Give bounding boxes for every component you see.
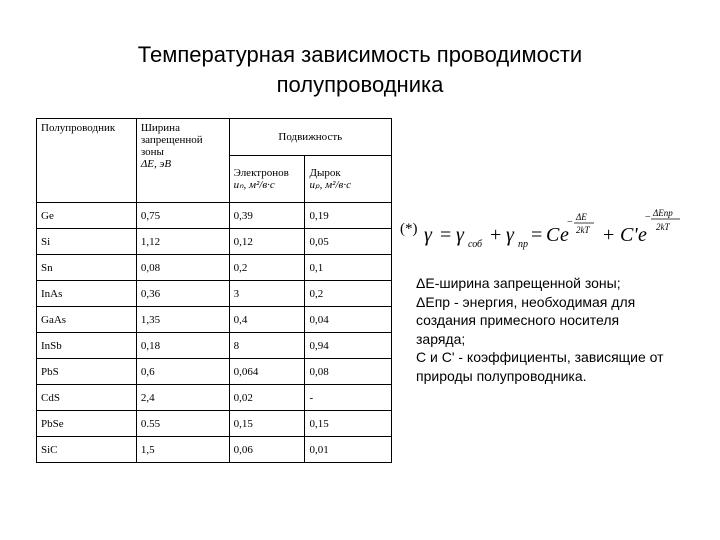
formula-equals: = — [440, 224, 452, 246]
formula-plus-2: + — [603, 224, 615, 246]
header-band-gap-line: зоны — [140, 146, 164, 158]
cell-hole-mobility: 0,2 — [305, 281, 392, 307]
formula-minus-1: − — [567, 217, 573, 228]
cell-band-gap: 0,75 — [136, 203, 229, 229]
formula-equals-2: = — [531, 224, 543, 246]
note-line: ΔE-ширина запрещенной зоны; — [416, 275, 621, 291]
formula-exp2-den: 2kT — [656, 222, 670, 232]
cell-electron-mobility: 0,4 — [229, 307, 305, 333]
header-electrons-unit: uₙ, м²/в·с — [233, 179, 275, 191]
cell-material: Ge — [37, 203, 137, 229]
formula-minus-2: − — [645, 212, 651, 223]
formula-exp1-num: ΔE — [576, 212, 587, 222]
cell-electron-mobility: 8 — [229, 333, 305, 359]
cell-electron-mobility: 3 — [229, 281, 305, 307]
formula-gamma: γ — [424, 224, 432, 246]
cell-material: InAs — [37, 281, 137, 307]
cell-hole-mobility: 0,05 — [305, 229, 392, 255]
table-row — [37, 385, 392, 411]
cell-band-gap: 0,08 — [136, 255, 229, 281]
formula-sub-imp: пр — [518, 239, 528, 250]
title-line-1: Температурная зависимость проводимости — [137, 42, 583, 67]
cell-hole-mobility: - — [305, 385, 392, 411]
formula-exp2-num: ΔEпр — [653, 208, 673, 218]
header-holes-unit: uₚ, м²/в·с — [309, 179, 351, 191]
formula-marker: (*) — [400, 221, 418, 237]
formula-notes — [416, 274, 716, 385]
formula-svg — [398, 205, 698, 255]
cell-electron-mobility: 0,15 — [229, 411, 305, 437]
header-band-gap-line: ΔE, эВ — [140, 158, 172, 170]
formula-gamma-imp: γ — [506, 224, 514, 246]
cell-band-gap: 0,6 — [136, 359, 229, 385]
cell-electron-mobility: 0,06 — [229, 437, 305, 463]
cell-material: PbSe — [37, 411, 137, 437]
note-line: заряда; — [416, 330, 466, 347]
cell-material: InSb — [37, 333, 137, 359]
header-electrons — [229, 156, 305, 203]
note-line: ΔEпр - энергия, необходимая для — [416, 293, 636, 310]
cell-band-gap: 0.55 — [136, 411, 229, 437]
cell-material: CdS — [37, 385, 137, 411]
cell-electron-mobility: 0,2 — [229, 255, 305, 281]
note-line: создания примесного носителя — [416, 312, 620, 328]
header-electrons-label: Электронов — [233, 167, 289, 179]
cell-band-gap: 0,36 — [136, 281, 229, 307]
cell-hole-mobility: 0,04 — [305, 307, 392, 333]
cell-hole-mobility: 0,08 — [305, 359, 392, 385]
header-band-gap-line: Ширина — [140, 122, 180, 134]
table-row — [37, 437, 392, 463]
header-band-gap — [136, 119, 229, 203]
formula-sub-own: соб — [468, 239, 483, 250]
table-row — [37, 359, 392, 385]
header-semiconductor: Полупроводник — [37, 119, 137, 203]
formula-e1: e — [560, 224, 569, 246]
cell-material: SiC — [37, 437, 137, 463]
formula-c1: C — [546, 224, 560, 246]
cell-band-gap: 1,5 — [136, 437, 229, 463]
cell-band-gap: 2,4 — [136, 385, 229, 411]
cell-electron-mobility: 0,39 — [229, 203, 305, 229]
table-header-row-1 — [37, 119, 392, 156]
cell-electron-mobility: 0,064 — [229, 359, 305, 385]
formula-plus-1: + — [490, 224, 502, 246]
formula-exp1-den: 2kT — [576, 225, 590, 235]
cell-electron-mobility: 0,12 — [229, 229, 305, 255]
cell-band-gap: 1,12 — [136, 229, 229, 255]
cell-material: PbS — [37, 359, 137, 385]
cell-hole-mobility: 0,01 — [305, 437, 392, 463]
title-line-2: полупроводника — [276, 72, 444, 97]
table-row — [37, 333, 392, 359]
table-row — [37, 229, 392, 255]
cell-band-gap: 1,35 — [136, 307, 229, 333]
cell-band-gap: 0,18 — [136, 333, 229, 359]
table-row — [37, 307, 392, 333]
cell-hole-mobility: 0,19 — [305, 203, 392, 229]
header-holes — [305, 156, 392, 203]
header-band-gap-line: запрещенной — [140, 134, 203, 146]
cell-hole-mobility: 0,15 — [305, 411, 392, 437]
cell-material: GaAs — [37, 307, 137, 333]
slide-title — [60, 40, 660, 100]
conductivity-formula — [398, 205, 698, 255]
formula-gamma-own: γ — [456, 224, 464, 246]
cell-material: Si — [37, 229, 137, 255]
note-line: природы полупроводника. — [416, 367, 587, 384]
table-row — [37, 203, 392, 229]
table-body — [37, 203, 392, 463]
header-mobility: Подвижность — [229, 119, 391, 156]
formula-e2: e — [638, 224, 647, 246]
cell-hole-mobility: 0,94 — [305, 333, 392, 359]
formula-c2: C' — [620, 224, 638, 246]
cell-electron-mobility: 0,02 — [229, 385, 305, 411]
table-row — [37, 281, 392, 307]
header-holes-label: Дырок — [309, 167, 341, 179]
note-line: C и C' - коэффициенты, зависящие от — [416, 349, 664, 365]
table-row — [37, 411, 392, 437]
cell-hole-mobility: 0,1 — [305, 255, 392, 281]
semiconductor-table — [36, 118, 392, 463]
cell-material: Sn — [37, 255, 137, 281]
table-row — [37, 255, 392, 281]
